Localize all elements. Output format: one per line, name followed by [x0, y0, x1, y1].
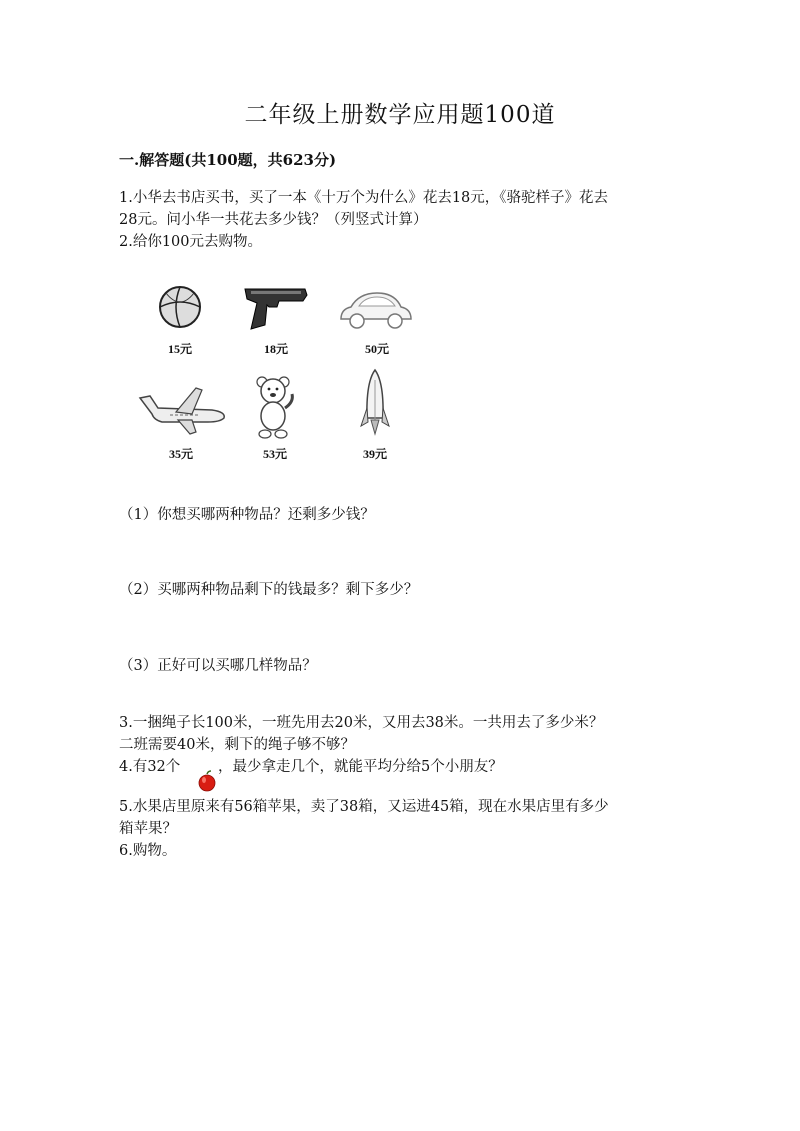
- question-2-sub-3: （3）正好可以买哪几样物品？: [119, 658, 317, 674]
- ball-price: 15元: [167, 342, 192, 356]
- plane-price: 35元: [168, 447, 193, 461]
- gun-icon: [243, 283, 309, 331]
- question-3-line-2: 二班需要40米，剩下的绳子够不够？: [119, 737, 355, 753]
- ball-picture: [158, 283, 202, 331]
- plane-picture: [136, 384, 228, 436]
- plane-icon: [136, 384, 228, 436]
- bear-picture: [252, 374, 298, 440]
- question-1-line-1: 1.小华去书店买书，买了一本《十万个为什么》花去18元，《骆驼样子》花去: [119, 190, 609, 206]
- rocket-icon: [360, 368, 390, 438]
- question-3-line-1: 3.一捆绳子长100米，一班先用去20米，又用去38米。一共用去了多少米？: [119, 715, 604, 731]
- question-5-line-2: 箱苹果？: [119, 821, 177, 837]
- rocket-price: 39元: [362, 447, 387, 461]
- question-1-line-2: 28元。问小华一共花去多少钱？（列竖式计算）: [119, 212, 428, 228]
- gun-price: 18元: [263, 342, 288, 356]
- question-2-sub-2: （2）买哪两种物品剩下的钱最多？剩下多少？: [119, 582, 419, 598]
- car-price: 50元: [364, 342, 389, 356]
- apple-icon: [197, 770, 217, 792]
- question-5-line-1: 5.水果店里原来有56箱苹果，卖了38箱，又运进45箱，现在水果店里有多少: [119, 799, 609, 815]
- ball-icon: [158, 283, 202, 331]
- question-4-part-2: ，最少拿走几个，就能平均分给5个小朋友？: [218, 759, 503, 775]
- question-4-part-1: 4.有32个: [119, 759, 181, 775]
- gun-picture: [243, 283, 309, 331]
- car-picture: [337, 287, 415, 331]
- question-2-text: 2.给你100元去购物。: [119, 234, 263, 250]
- question-2-sub-1: （1）你想买哪两种物品？还剩多少钱？: [119, 507, 375, 523]
- bear-price: 53元: [262, 447, 287, 461]
- question-6-text: 6.购物。: [119, 843, 177, 859]
- bear-icon: [252, 374, 298, 440]
- rocket-picture: [360, 368, 390, 438]
- section-heading: 一.解答题(共100题，共623分): [119, 151, 337, 169]
- page-title: 二年级上册数学应用题100道: [244, 102, 556, 128]
- car-icon: [337, 287, 415, 331]
